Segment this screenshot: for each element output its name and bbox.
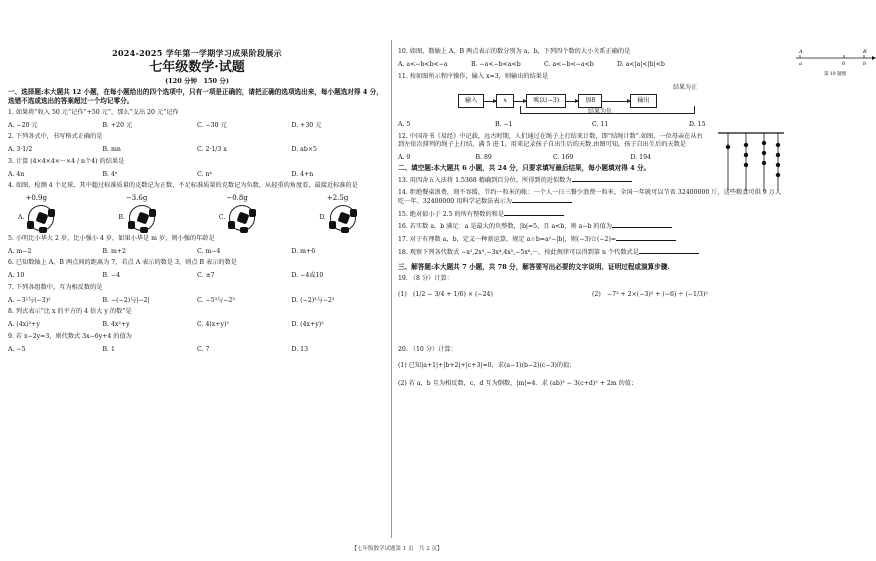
question-text: 6. 已知数轴上 A，B 两点间的距离为 7，若点 A 表示的数是 3，则点 B 表示的数是 bbox=[8, 259, 237, 267]
options bbox=[8, 171, 386, 179]
right-column bbox=[398, 44, 867, 388]
left-column bbox=[8, 38, 386, 353]
soccer-ball-icon bbox=[28, 205, 54, 231]
flow-arrow bbox=[514, 101, 526, 102]
value-a-label: a bbox=[799, 61, 802, 67]
question-17 bbox=[398, 235, 786, 244]
question-text: 3. 计算 (4×4×4×···×4 / n个4) 的结果是 bbox=[8, 157, 125, 165]
options bbox=[8, 122, 386, 130]
question-16 bbox=[398, 222, 786, 231]
answer-blank[interactable] bbox=[572, 176, 632, 182]
option-b[interactable]: B. −1 bbox=[495, 121, 513, 129]
question-text: 16. 若实数 a，b 满足：a 是最大的负整数，|b|=5，且 a<b，则 a−b 的值为 bbox=[398, 223, 612, 231]
question-text: 18. 观察下列各代数式 −x²,2x³,−3x⁴,4x⁵,−5x⁶,···，按此规律可以得到第 n 个代数式是 bbox=[398, 248, 639, 256]
option-a[interactable]: A. 3·1/2 bbox=[8, 146, 33, 154]
option-d[interactable]: D. 194 bbox=[630, 153, 651, 161]
question-12 bbox=[398, 133, 786, 161]
question-text: 14. 拒绝餐桌浪费，刻不容缓，节约一粒米的帐：一个人一日三餐少浪费一粒米，全国一年就可以节省 32400000 斤，这些粮食可供 9 万人吃一年。32400000 用科学记数法表示为 bbox=[398, 189, 782, 205]
exam-header bbox=[8, 48, 386, 85]
option-b[interactable]: B. 4ⁿ bbox=[102, 170, 118, 178]
ball-figures bbox=[8, 194, 386, 231]
origin-label: 0 bbox=[842, 61, 846, 67]
option-c[interactable]: C. m−4 bbox=[197, 247, 221, 255]
ball-option-d[interactable] bbox=[319, 194, 356, 231]
option-d[interactable]: D. ab×5 bbox=[291, 146, 317, 154]
options bbox=[398, 121, 786, 129]
flow-arrow bbox=[602, 101, 630, 102]
number-line-figure bbox=[794, 44, 876, 80]
flow-arrow bbox=[484, 101, 496, 102]
header-top: 2024-2025 学年第一学期学习成果阶段展示 bbox=[112, 48, 282, 58]
ball-weight-label: +0.9g bbox=[25, 194, 47, 203]
answer-blank[interactable] bbox=[512, 197, 572, 203]
option-b[interactable]: B. 1 bbox=[102, 345, 115, 353]
question-3 bbox=[8, 158, 386, 179]
flow-arrow bbox=[566, 101, 578, 102]
option-b[interactable]: B. −(−2)与|−2| bbox=[102, 296, 150, 304]
question-18 bbox=[398, 248, 786, 257]
answer-blank[interactable] bbox=[612, 222, 672, 228]
question-text: 5. 小明比小华大 2 岁，比小强小 4 岁，如果小华是 m 岁，则小强的年龄是 bbox=[8, 234, 215, 242]
exam-title: 七年级数学·试题 bbox=[149, 60, 245, 75]
options bbox=[8, 272, 386, 280]
options bbox=[8, 321, 386, 329]
question-7 bbox=[8, 284, 386, 305]
option-c: C. bbox=[218, 213, 226, 221]
question-text: 10. 如图，数轴上 A，B 两点表示的数分别为 a，b，下列四个数的大小关系正确的是 bbox=[398, 48, 631, 55]
soccer-ball-icon bbox=[330, 205, 356, 231]
option-b[interactable]: B. +20 元 bbox=[102, 121, 133, 129]
option-d[interactable]: D. a<|a|<|b|<b bbox=[617, 60, 665, 68]
question-5 bbox=[8, 235, 386, 256]
option-a[interactable]: A. −20 元 bbox=[8, 121, 38, 129]
sub-question-1: (1) 已知|a+1|+|b+2|+|c+3|=0，求(a−1)(b−2)(c−3)的值； bbox=[398, 362, 576, 370]
positive-branch-label: 结果为正 bbox=[673, 84, 698, 92]
option-c[interactable]: C. 2·1/3 x bbox=[197, 146, 227, 154]
option-a[interactable]: A. m−2 bbox=[8, 247, 32, 255]
option-a[interactable]: A. (4x)²+y bbox=[8, 321, 40, 329]
option-a[interactable]: A. −3²与(−3)² bbox=[8, 296, 51, 304]
option-d[interactable]: D. 13 bbox=[291, 345, 309, 353]
ball-option-c[interactable] bbox=[219, 194, 255, 231]
question-text: 17. 对于有理数 a，b，定义一种新运算，规定 a☆b=a²−|b|，则(−3)☆(−2)= bbox=[398, 236, 617, 244]
option-d[interactable]: D. 15 bbox=[689, 121, 706, 129]
answer-blank[interactable] bbox=[639, 248, 699, 254]
question-2 bbox=[8, 133, 386, 154]
question-text: 8. 列式表示“比 x 的平方的 4 倍大 y 的数”是 bbox=[8, 308, 132, 316]
soccer-ball-icon bbox=[129, 205, 155, 231]
question-11 bbox=[398, 73, 786, 130]
option-a: A. bbox=[18, 213, 25, 221]
option-c[interactable]: C. 4(x+y)² bbox=[197, 321, 229, 329]
option-a[interactable]: A. −5 bbox=[8, 345, 26, 353]
option-d[interactable]: D. (−2)³与−2³ bbox=[291, 296, 335, 304]
options bbox=[8, 297, 386, 305]
ball-weight-label: −0.8g bbox=[226, 194, 248, 203]
question-text: 2. 下列各式中，书写格式正确的是 bbox=[8, 133, 103, 141]
option-a[interactable]: A. 5 bbox=[398, 121, 411, 129]
option-d[interactable]: D. +30 元 bbox=[291, 121, 322, 129]
option-c[interactable]: C. −5³与−2³ bbox=[197, 296, 235, 304]
option-c[interactable]: C. ±7 bbox=[197, 272, 215, 280]
section-1-heading: 一、选择题:本大题共 12 小题，在每小题给出的四个选项中，只有一项是正确的，请把正确的选项选出来，每小题选对得 4 分，选错不选或选出的答案超过一个均记零分。 bbox=[8, 88, 383, 105]
question-19 bbox=[398, 275, 786, 299]
section-3-heading: 三、解答题:本大题共 7 小题，共 78 分，解答要写出必要的文字说明、证明过程或演算步骤. bbox=[398, 262, 670, 271]
answer-blank[interactable] bbox=[504, 210, 564, 216]
knotted-ropes-figure bbox=[716, 129, 786, 197]
sub-question-2: (2) −7² + 2×(−3)² + (−6) ÷ (−1/3)² bbox=[592, 290, 708, 298]
option-b[interactable]: B. 4x²+y bbox=[102, 321, 130, 329]
option-a[interactable]: A. 4n bbox=[8, 170, 25, 178]
option-a[interactable]: A. 9 bbox=[398, 153, 411, 161]
program-flowchart bbox=[458, 86, 786, 116]
flow-x-box: x bbox=[496, 94, 514, 108]
options bbox=[398, 154, 708, 162]
option-b[interactable]: B. −4 bbox=[102, 272, 121, 280]
option-d[interactable]: D. 4+n bbox=[291, 170, 314, 178]
figure-caption: 第 10 题图 bbox=[824, 72, 847, 77]
section-2-heading: 二、填空题:本大题共 6 小题，共 24 分，只要求填写最后结果，每小题填对得 4 分。 bbox=[398, 164, 651, 173]
question-text: 9. 若 x−2y=3，则代数式 3x−6y+4 的值为 bbox=[8, 332, 132, 340]
question-text: 11. 按如图所示程序操作，输入 x=3，则输出的结果是 bbox=[398, 72, 549, 80]
question-20 bbox=[398, 346, 786, 387]
soccer-ball-icon bbox=[229, 205, 255, 231]
question-9 bbox=[8, 333, 386, 354]
sub-question-2: (2) 若 a，b 互为相反数，c，d 互为倒数，|m|=4．求 (ab)³ − 3(c+d)² + 2m 的值； bbox=[398, 379, 638, 387]
question-text: 4. 如图，检测 4 个足球，其中超过标准质量的克数记为正数，不足标准质量的克数记为负数，从轻重的角度看，最接近标准的是 bbox=[8, 182, 358, 190]
option-c[interactable]: C. −30 元 bbox=[197, 121, 227, 129]
ball-weight-label: +2.5g bbox=[326, 194, 349, 203]
option-c[interactable]: C. 169 bbox=[553, 153, 574, 161]
options bbox=[398, 61, 690, 69]
column-divider bbox=[391, 40, 392, 538]
option-d[interactable]: D. −4或10 bbox=[291, 272, 324, 280]
answer-blank[interactable] bbox=[616, 235, 676, 241]
question-text: 1. 如果将“收入 50 元”记作“+50 元”，那么“支出 20 元”记作 bbox=[8, 108, 179, 116]
option-b[interactable]: B. m+2 bbox=[102, 247, 126, 255]
question-8 bbox=[8, 308, 386, 329]
option-d[interactable]: D. (4x+y)² bbox=[291, 321, 324, 329]
question-heading: 19. （8 分）计算： bbox=[398, 274, 453, 282]
negative-branch-label: 结果为负 bbox=[588, 108, 613, 116]
page-footer: 【七年级数学试题第 1 页 共 2 页】 bbox=[351, 546, 443, 553]
option-c[interactable]: C. n⁴ bbox=[197, 170, 212, 178]
option-a[interactable]: A. a<−b<b<−a bbox=[398, 60, 448, 68]
sub-question-1: (1) (1/2 − 3/4 + 1/6) × (−24) bbox=[398, 290, 493, 298]
ball-option-a[interactable] bbox=[18, 194, 54, 231]
option-c[interactable]: C. 7 bbox=[197, 345, 210, 353]
question-15 bbox=[398, 210, 786, 219]
option-c[interactable]: C. a<−b<−a<b bbox=[544, 60, 594, 68]
flow-multiply-box: 乘以(−3) bbox=[526, 94, 566, 108]
option-b: B. bbox=[118, 213, 125, 221]
question-heading: 20. （10 分）计算： bbox=[398, 346, 457, 354]
question-1 bbox=[8, 109, 386, 130]
option-b[interactable]: B. 89 bbox=[475, 153, 492, 161]
option-d[interactable]: D. m+6 bbox=[291, 247, 316, 255]
option-b[interactable]: B. −a<−b<a<b bbox=[471, 60, 521, 68]
value-b-label: b bbox=[863, 61, 867, 67]
options bbox=[8, 346, 386, 354]
flow-add-box: 加8 bbox=[578, 94, 602, 108]
question-text: 13. 用四舍五入法将 1.5368 精确到百分位，所得到的近似数为 bbox=[398, 177, 572, 185]
point-a-label: A bbox=[799, 49, 803, 55]
question-text: 12. 中国奇书《易经》中记载，远古时期，人们通过在绳子上打结来计数，即“结绳计数”.如图，一位母亲在从右到左依次排列的绳子上打结，满 5 进 1，用来记录孩子自出生后的天数.由图可知，孩子自出生后的天数是 bbox=[398, 133, 703, 148]
sub-questions bbox=[398, 291, 786, 299]
options bbox=[8, 248, 386, 256]
flow-output-box: 输出 bbox=[630, 94, 656, 108]
options bbox=[8, 146, 386, 154]
ball-weight-label: −3.6g bbox=[125, 194, 148, 203]
question-text: 15. 绝对值小于 2.5 的所有整数的和是 bbox=[398, 210, 505, 218]
option-d: D. bbox=[319, 213, 326, 221]
question-4 bbox=[8, 182, 386, 231]
option-a[interactable]: A. 10 bbox=[8, 272, 25, 280]
question-text: 7. 下列各组数中，互为相反数的是 bbox=[8, 283, 103, 291]
flow-input-box: 输入 bbox=[458, 94, 484, 108]
question-6 bbox=[8, 259, 386, 280]
exam-duration: (120 分钟 150 分) bbox=[165, 77, 229, 86]
option-c[interactable]: C. 11 bbox=[592, 121, 609, 129]
ball-option-b[interactable] bbox=[118, 194, 155, 231]
option-b[interactable]: B. mn bbox=[102, 146, 121, 154]
point-b-label: B bbox=[863, 49, 867, 55]
